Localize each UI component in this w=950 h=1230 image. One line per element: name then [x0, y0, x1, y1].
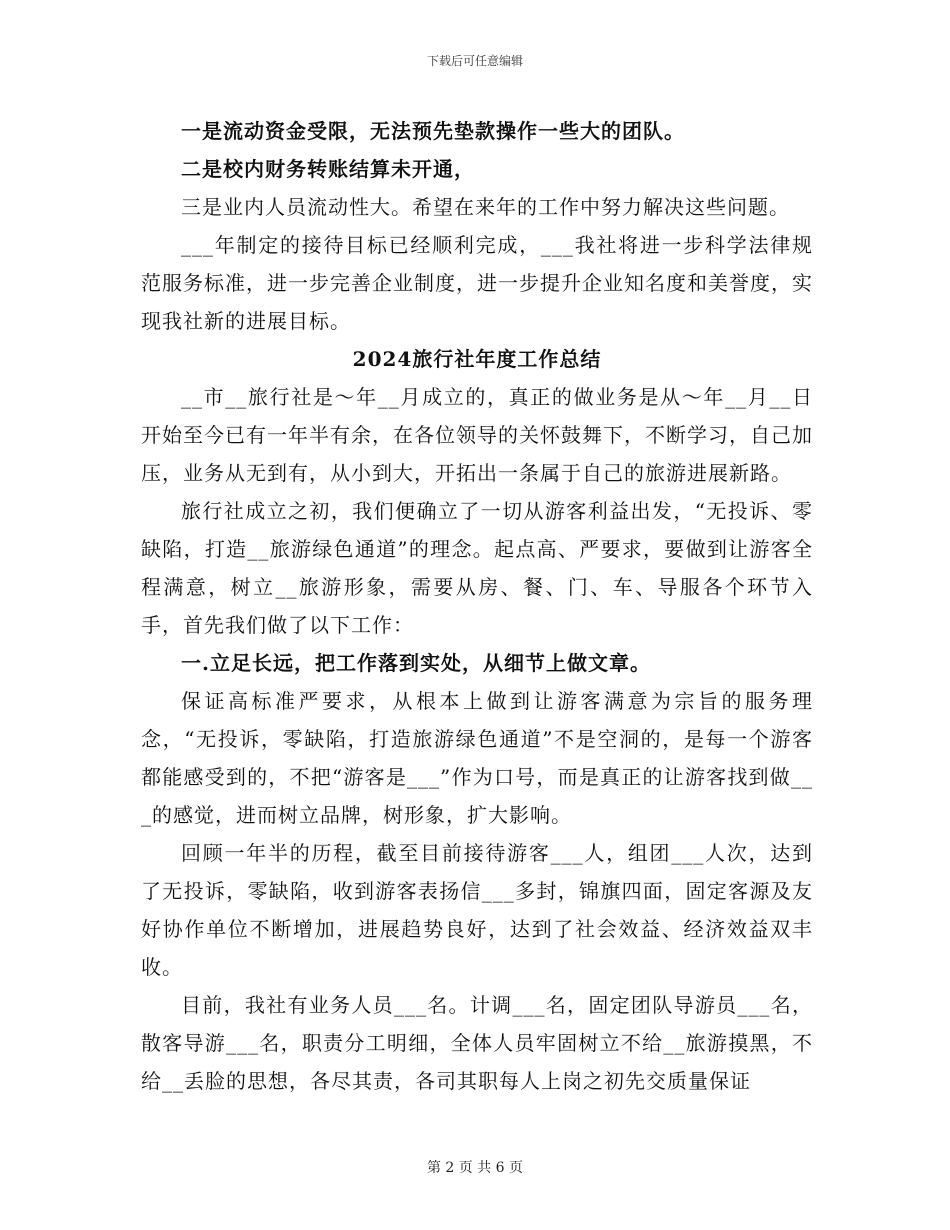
paragraph-8: 一.立足长远，把工作落到实处，从细节上做文章。	[181, 651, 651, 675]
paragraph-2: 二是校内财务转账结算未开通，	[181, 157, 475, 181]
section-title: 2024旅行社年度工作总结	[352, 347, 602, 371]
paragraph-9: 保证高标准严要求，从根本上做到让游客满意为宗旨的服务理念，“无投诉，零缺陷，打造旅游绿色通道”不是空洞的，是每一个游客都能感受到的，不把“游客是___”作为口号，而是真正的让游客找到做___的感觉，进而树立品牌，树形象，扩大影响。	[141, 689, 813, 827]
paragraph-1: 一是流动资金受限，无法预先垫款操作一些大的团队。	[181, 119, 685, 143]
page-footer: 第 2 页 共 6 页	[426, 1160, 524, 1176]
paragraph-10: 回顾一年半的历程，截至目前接待游客___人，组团___人次，达到了无投诉，零缺陷，收到游客表扬信___多封，锦旗四面，固定客源及友好协作单位不断增加，进展趋势良好，达到了社会效益、经济效益双丰收。	[141, 841, 813, 979]
paragraph-4: ___年制定的接待目标已经顺利完成，___我社将进一步科学法律规范服务标准，进一步完善企业制度，进一步提升企业知名度和美誉度，实现我社新的进展目标。	[141, 233, 813, 333]
paragraph-11: 目前，我社有业务人员___名。计调___名，固定团队导游员___名，散客导游___名，职责分工明细，全体人员牢固树立不给__旅游摸黑，不给__丢脸的思想，各尽其责，各司其职每人上岗之初先交质量保证	[141, 993, 813, 1093]
paragraph-7: 旅行社成立之初，我们便确立了一切从游客利益出发，“无投诉、零缺陷，打造__旅游绿色通道”的理念。起点高、严要求，要做到让游客全程满意，树立__旅游形象，需要从房、餐、门、车、导服各个环节入手，首先我们做了以下工作：	[141, 499, 813, 637]
page-header: 下载后可任意编辑	[426, 54, 523, 68]
document-body	[141, 112, 813, 1100]
paragraph-6: __市__旅行社是～年__月成立的，真正的做业务是从～年__月__日开始至今已有一年半有余，在各位领导的关怀鼓舞下，不断学习，自己加压，业务从无到有，从小到大，开拓出一条属于自己的旅游进展新路。	[141, 385, 813, 485]
paragraph-3: 三是业内人员流动性大。希望在来年的工作中努力解决这些问题。	[181, 195, 790, 219]
